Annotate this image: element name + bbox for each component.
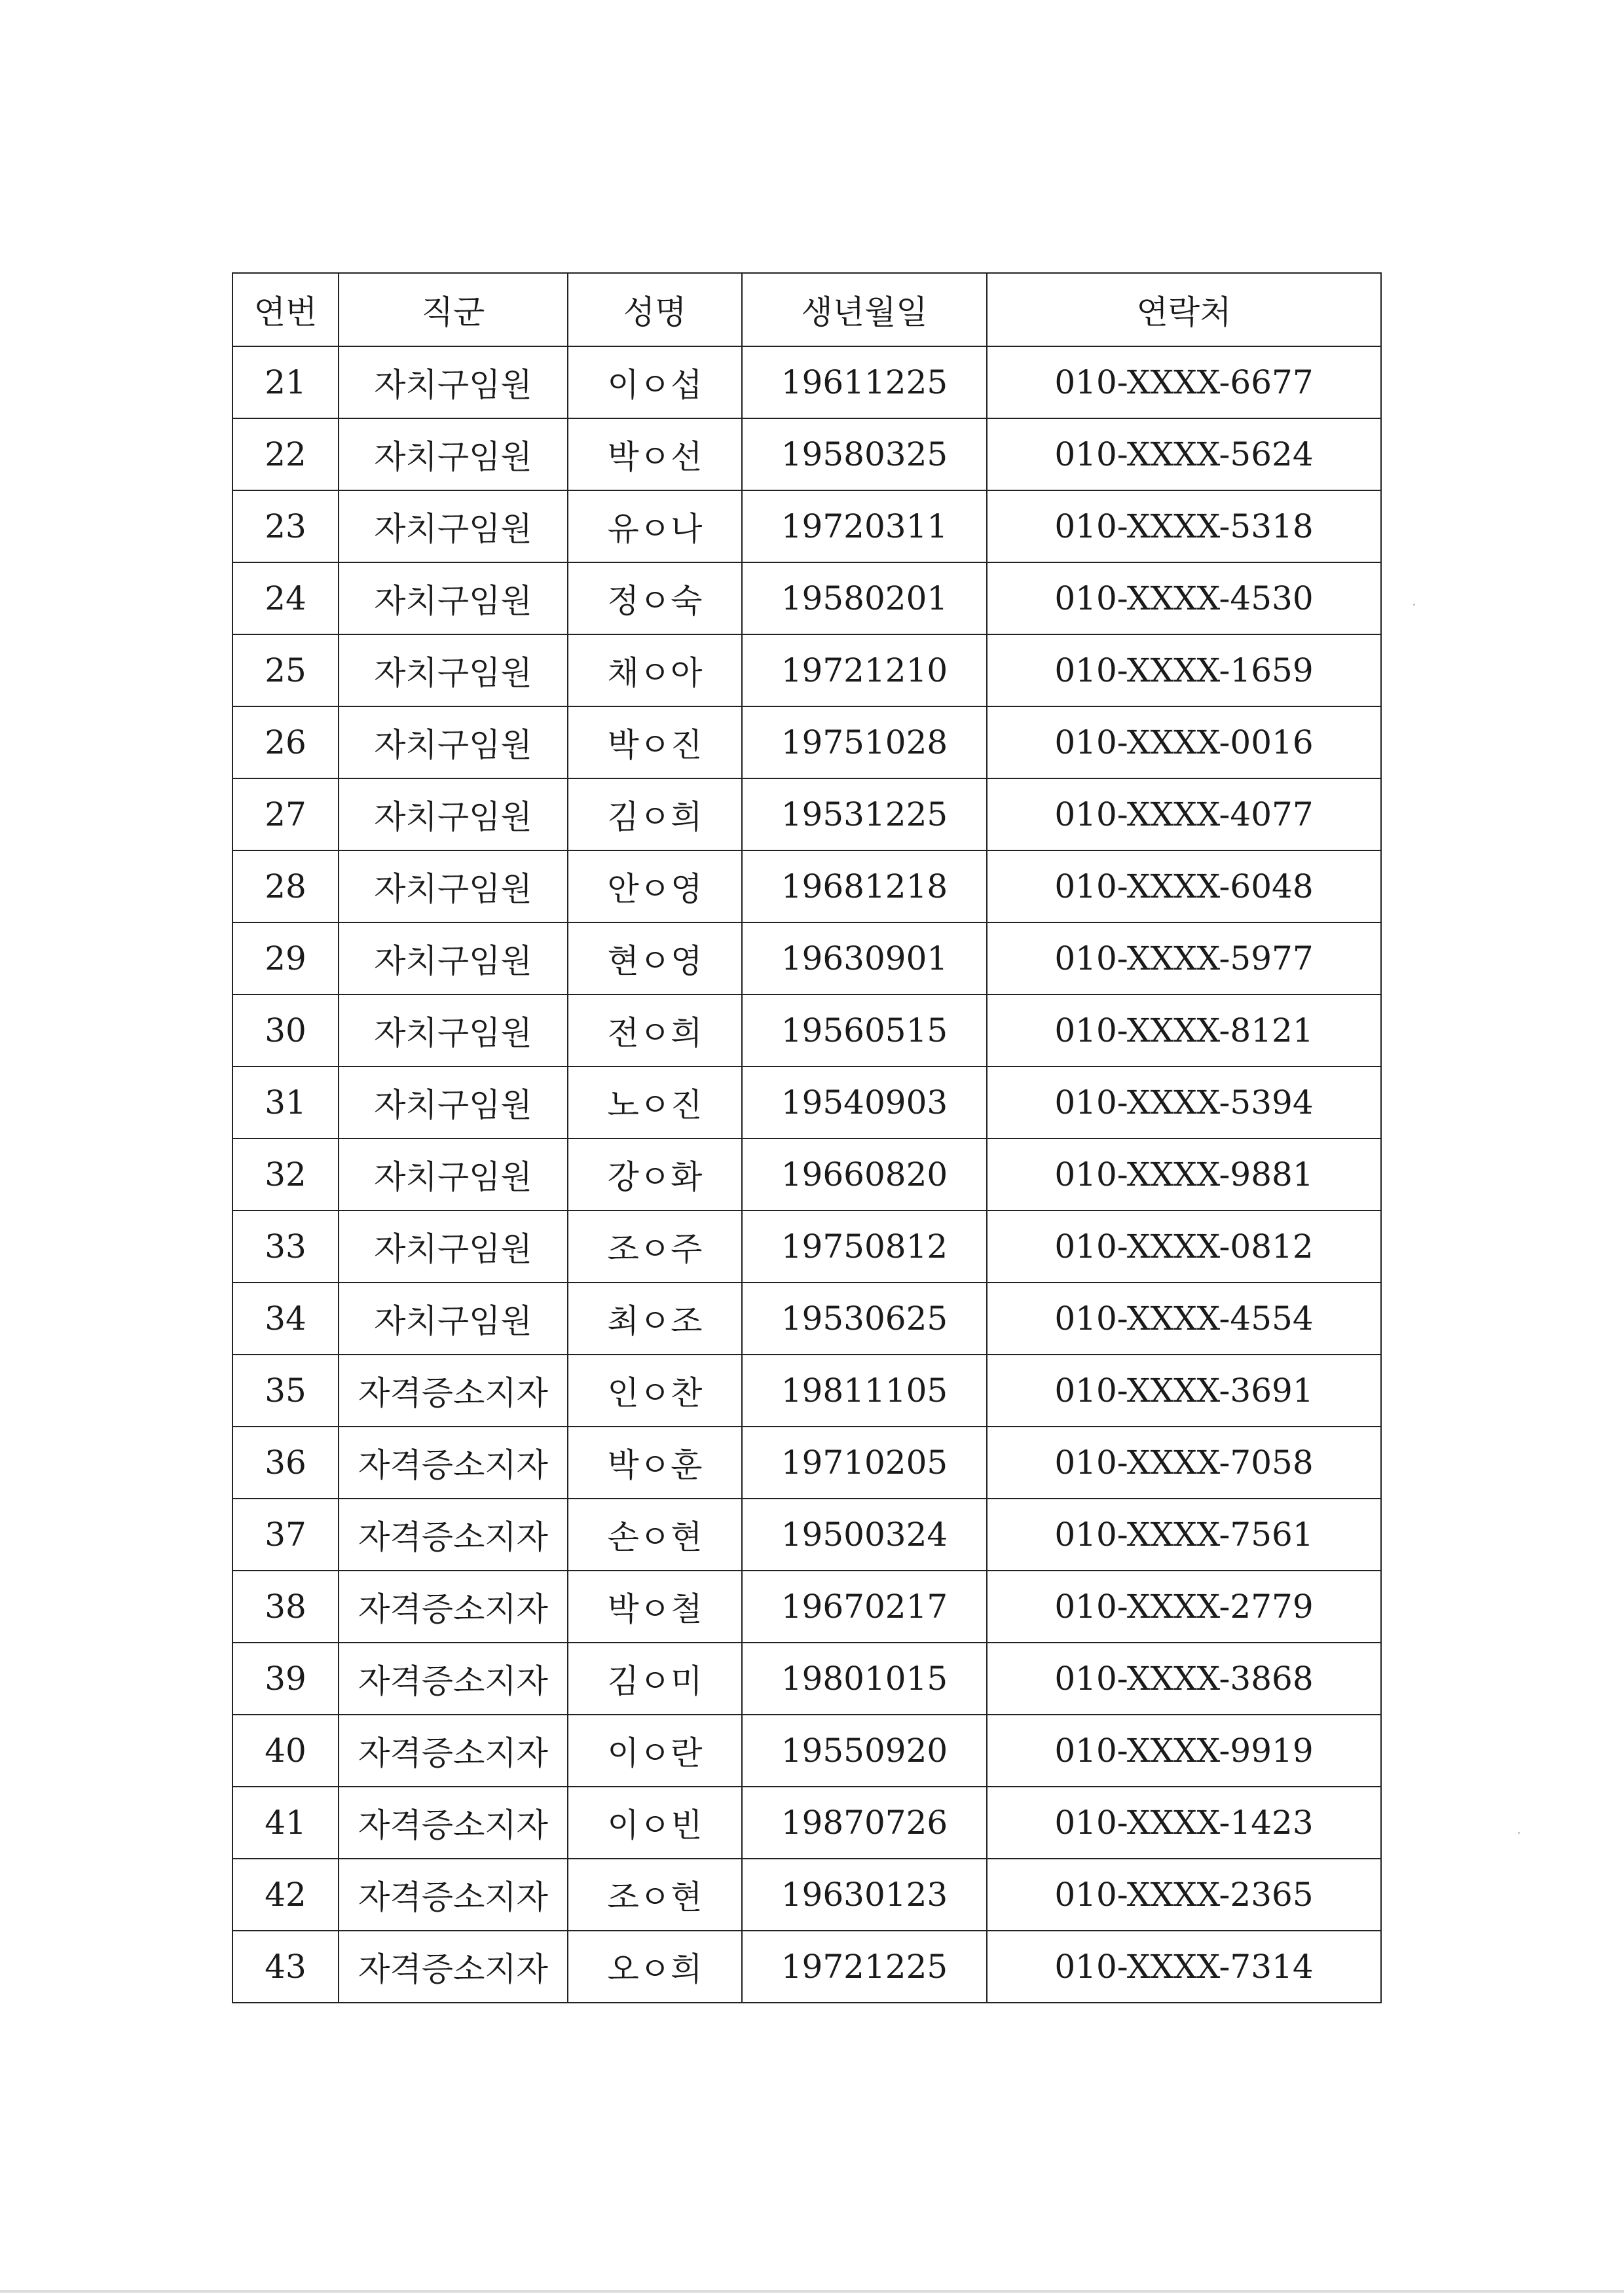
cell-contact: 010-XXXX-6048 xyxy=(987,850,1381,922)
cell-contact: 010-XXXX-7561 xyxy=(987,1499,1381,1571)
cell-serial-number: 33 xyxy=(232,1211,339,1283)
cell-birth-date: 19801015 xyxy=(742,1643,987,1715)
cell-birth-date: 19721225 xyxy=(742,1931,987,2003)
cell-contact: 010-XXXX-7314 xyxy=(987,1931,1381,2003)
cell-contact: 010-XXXX-2365 xyxy=(987,1859,1381,1931)
cell-contact: 010-XXXX-4554 xyxy=(987,1283,1381,1355)
cell-job-group: 자치구임원 xyxy=(339,706,568,778)
cell-name: 김ㅇ미 xyxy=(568,1643,742,1715)
cell-contact: 010-XXXX-9881 xyxy=(987,1139,1381,1211)
cell-job-group: 자격증소지자 xyxy=(339,1931,568,2003)
cell-contact: 010-XXXX-8121 xyxy=(987,994,1381,1066)
table-row xyxy=(232,994,1381,1066)
cell-birth-date: 19500324 xyxy=(742,1499,987,1571)
cell-name: 오ㅇ희 xyxy=(568,1931,742,2003)
cell-birth-date: 19870726 xyxy=(742,1787,987,1859)
cell-job-group: 자치구임원 xyxy=(339,1066,568,1139)
cell-serial-number: 26 xyxy=(232,706,339,778)
roster-table xyxy=(232,272,1382,2003)
cell-job-group: 자치구임원 xyxy=(339,1211,568,1283)
cell-job-group: 자치구임원 xyxy=(339,994,568,1066)
cell-serial-number: 36 xyxy=(232,1427,339,1499)
cell-serial-number: 42 xyxy=(232,1859,339,1931)
table-row xyxy=(232,1571,1381,1643)
cell-birth-date: 19580201 xyxy=(742,562,987,634)
cell-serial-number: 28 xyxy=(232,850,339,922)
cell-job-group: 자격증소지자 xyxy=(339,1859,568,1931)
cell-serial-number: 39 xyxy=(232,1643,339,1715)
cell-job-group: 자치구임원 xyxy=(339,778,568,850)
table-row xyxy=(232,346,1381,418)
cell-job-group: 자치구임원 xyxy=(339,490,568,562)
cell-job-group: 자격증소지자 xyxy=(339,1571,568,1643)
cell-birth-date: 19811105 xyxy=(742,1355,987,1427)
cell-serial-number: 35 xyxy=(232,1355,339,1427)
cell-contact: 010-XXXX-5624 xyxy=(987,418,1381,490)
cell-contact: 010-XXXX-2779 xyxy=(987,1571,1381,1643)
scan-edge-line xyxy=(0,2290,1624,2293)
table-row xyxy=(232,850,1381,922)
cell-birth-date: 19721210 xyxy=(742,634,987,706)
header-job-group: 직군 xyxy=(339,273,568,346)
cell-job-group: 자치구임원 xyxy=(339,346,568,418)
cell-job-group: 자격증소지자 xyxy=(339,1499,568,1571)
cell-name: 안ㅇ영 xyxy=(568,850,742,922)
roster-table-body xyxy=(232,346,1381,2003)
cell-name: 박ㅇ선 xyxy=(568,418,742,490)
table-row xyxy=(232,1931,1381,2003)
cell-name: 박ㅇ훈 xyxy=(568,1427,742,1499)
scan-speck xyxy=(1518,1832,1520,1834)
cell-name: 박ㅇ진 xyxy=(568,706,742,778)
cell-birth-date: 19720311 xyxy=(742,490,987,562)
header-birth-date: 생년월일 xyxy=(742,273,987,346)
cell-serial-number: 32 xyxy=(232,1139,339,1211)
cell-name: 채ㅇ아 xyxy=(568,634,742,706)
table-row xyxy=(232,1427,1381,1499)
cell-name: 박ㅇ철 xyxy=(568,1571,742,1643)
cell-name: 강ㅇ화 xyxy=(568,1139,742,1211)
cell-birth-date: 19751028 xyxy=(742,706,987,778)
cell-birth-date: 19530625 xyxy=(742,1283,987,1355)
cell-name: 이ㅇ빈 xyxy=(568,1787,742,1859)
table-row xyxy=(232,1715,1381,1787)
cell-contact: 010-XXXX-5977 xyxy=(987,922,1381,994)
cell-contact: 010-XXXX-0016 xyxy=(987,706,1381,778)
cell-contact: 010-XXXX-1659 xyxy=(987,634,1381,706)
cell-name: 유ㅇ나 xyxy=(568,490,742,562)
cell-contact: 010-XXXX-7058 xyxy=(987,1427,1381,1499)
cell-serial-number: 21 xyxy=(232,346,339,418)
cell-contact: 010-XXXX-3868 xyxy=(987,1643,1381,1715)
cell-birth-date: 19630123 xyxy=(742,1859,987,1931)
cell-job-group: 자격증소지자 xyxy=(339,1787,568,1859)
table-row xyxy=(232,1139,1381,1211)
cell-job-group: 자치구임원 xyxy=(339,418,568,490)
cell-birth-date: 19540903 xyxy=(742,1066,987,1139)
cell-name: 조ㅇ주 xyxy=(568,1211,742,1283)
cell-name: 이ㅇ란 xyxy=(568,1715,742,1787)
cell-birth-date: 19681218 xyxy=(742,850,987,922)
table-row xyxy=(232,634,1381,706)
cell-serial-number: 29 xyxy=(232,922,339,994)
cell-name: 최ㅇ조 xyxy=(568,1283,742,1355)
cell-job-group: 자치구임원 xyxy=(339,850,568,922)
cell-serial-number: 22 xyxy=(232,418,339,490)
cell-name: 손ㅇ현 xyxy=(568,1499,742,1571)
cell-contact: 010-XXXX-5318 xyxy=(987,490,1381,562)
cell-name: 조ㅇ현 xyxy=(568,1859,742,1931)
cell-name: 이ㅇ섭 xyxy=(568,346,742,418)
cell-name: 전ㅇ희 xyxy=(568,994,742,1066)
table-row xyxy=(232,1211,1381,1283)
cell-serial-number: 23 xyxy=(232,490,339,562)
cell-contact: 010-XXXX-3691 xyxy=(987,1355,1381,1427)
cell-job-group: 자치구임원 xyxy=(339,1283,568,1355)
cell-birth-date: 19670217 xyxy=(742,1571,987,1643)
cell-contact: 010-XXXX-5394 xyxy=(987,1066,1381,1139)
cell-contact: 010-XXXX-4530 xyxy=(987,562,1381,634)
cell-serial-number: 24 xyxy=(232,562,339,634)
cell-name: 정ㅇ숙 xyxy=(568,562,742,634)
table-row xyxy=(232,778,1381,850)
cell-job-group: 자치구임원 xyxy=(339,1139,568,1211)
cell-contact: 010-XXXX-6677 xyxy=(987,346,1381,418)
cell-name: 노ㅇ진 xyxy=(568,1066,742,1139)
cell-contact: 010-XXXX-0812 xyxy=(987,1211,1381,1283)
table-row xyxy=(232,1787,1381,1859)
cell-birth-date: 19630901 xyxy=(742,922,987,994)
cell-job-group: 자치구임원 xyxy=(339,634,568,706)
cell-name: 인ㅇ찬 xyxy=(568,1355,742,1427)
table-row xyxy=(232,1066,1381,1139)
table-row xyxy=(232,418,1381,490)
cell-birth-date: 19531225 xyxy=(742,778,987,850)
cell-job-group: 자격증소지자 xyxy=(339,1715,568,1787)
table-row xyxy=(232,922,1381,994)
cell-serial-number: 40 xyxy=(232,1715,339,1787)
cell-serial-number: 30 xyxy=(232,994,339,1066)
cell-contact: 010-XXXX-4077 xyxy=(987,778,1381,850)
table-row xyxy=(232,490,1381,562)
header-name: 성명 xyxy=(568,273,742,346)
cell-contact: 010-XXXX-9919 xyxy=(987,1715,1381,1787)
cell-birth-date: 19750812 xyxy=(742,1211,987,1283)
cell-birth-date: 19710205 xyxy=(742,1427,987,1499)
cell-birth-date: 19611225 xyxy=(742,346,987,418)
table-row xyxy=(232,562,1381,634)
cell-job-group: 자치구임원 xyxy=(339,562,568,634)
cell-serial-number: 38 xyxy=(232,1571,339,1643)
cell-job-group: 자격증소지자 xyxy=(339,1643,568,1715)
roster-table-header xyxy=(232,273,1381,346)
table-row xyxy=(232,1859,1381,1931)
table-row xyxy=(232,1499,1381,1571)
table-row xyxy=(232,706,1381,778)
cell-name: 현ㅇ영 xyxy=(568,922,742,994)
cell-job-group: 자격증소지자 xyxy=(339,1355,568,1427)
cell-serial-number: 34 xyxy=(232,1283,339,1355)
header-contact: 연락처 xyxy=(987,273,1381,346)
cell-serial-number: 43 xyxy=(232,1931,339,2003)
cell-contact: 010-XXXX-1423 xyxy=(987,1787,1381,1859)
cell-birth-date: 19660820 xyxy=(742,1139,987,1211)
table-row xyxy=(232,1355,1381,1427)
table-row xyxy=(232,1283,1381,1355)
cell-serial-number: 27 xyxy=(232,778,339,850)
header-serial-number: 연번 xyxy=(232,273,339,346)
cell-job-group: 자치구임원 xyxy=(339,922,568,994)
header-row xyxy=(232,273,1381,346)
cell-serial-number: 37 xyxy=(232,1499,339,1571)
cell-serial-number: 41 xyxy=(232,1787,339,1859)
cell-serial-number: 31 xyxy=(232,1066,339,1139)
cell-serial-number: 25 xyxy=(232,634,339,706)
cell-job-group: 자격증소지자 xyxy=(339,1427,568,1499)
cell-name: 김ㅇ희 xyxy=(568,778,742,850)
cell-birth-date: 19550920 xyxy=(742,1715,987,1787)
table-row xyxy=(232,1643,1381,1715)
cell-birth-date: 19560515 xyxy=(742,994,987,1066)
cell-birth-date: 19580325 xyxy=(742,418,987,490)
scan-speck xyxy=(1413,604,1415,606)
